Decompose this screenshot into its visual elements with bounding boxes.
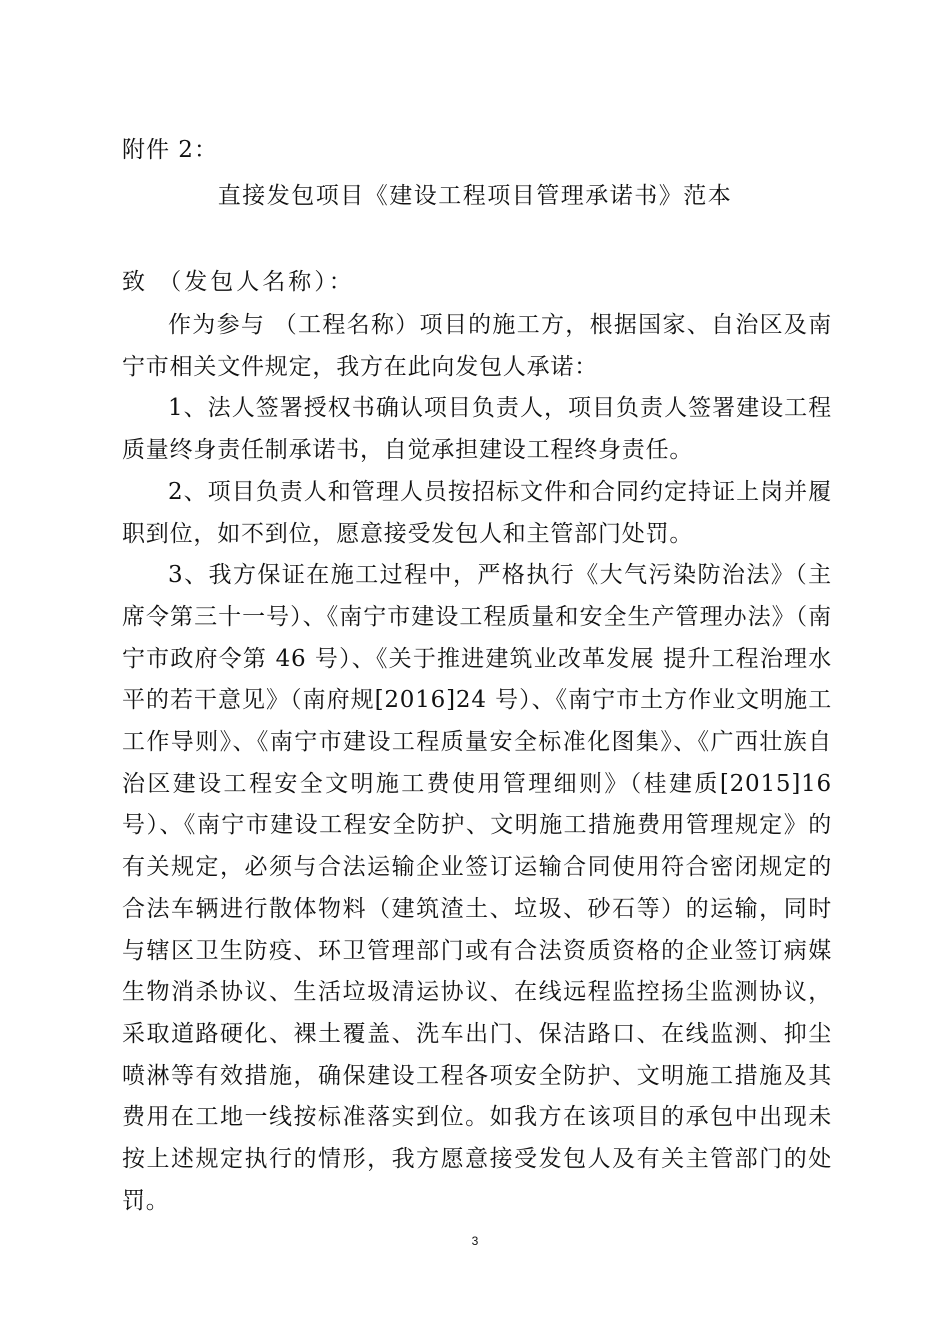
intro-paragraph: 作为参与 （工程名称）项目的施工方，根据国家、自治区及南宁市相关文件规定，我方在此向发包人承诺： — [122, 312, 832, 380]
attachment-label: 附件 2： — [122, 137, 218, 163]
page-number: 3 — [471, 1234, 479, 1248]
commitment-paragraph-1: 1、法人签署授权书确认项目负责人，项目负责人签署建设工程质量终身责任制承诺书，自觉承担建设工程终身责任。 — [122, 395, 832, 464]
commitment-paragraph-3: 3、我方保证在施工过程中，严格执行《大气污染防治法》（主席令第三十一号）、《南宁市建设工程质量和安全生产管理办法》（南宁市政府令第 46 号）、《关于推进建筑业改革发展 提升工程治理水平的若干意见》（南府规[2016]24 号）、《南宁市土方作业文明施工工作导则》、《南宁市建设工程质量安全标准化图集》、《广西壮族自治区建设工程安全文明施工费使用管理细则》（桂建质[2015]16 号）、《南宁市建设工程安全防护、文明施工措施费用管理规定》的有关规定，必须与合法运输企业签订运输合同使用符合密闭规定的合法车辆进行散体物料（建筑渣土、垃圾、砂石等）的运输，同时与辖区卫生防疫、环卫管理部门或有合法资质资格的企业签订病媒生物消杀协议、生活垃圾清运协议、在线远程监控扬尘监测协议，采取道路硬化、裸土覆盖、洗车出门、保洁路口、在线监测、抑尘喷淋等有效措施，确保建设工程各项安全防护、文明施工措施及其费用在工地一线按标准落实到位。如我方在该项目的承包中出现未按上述规定执行的情形，我方愿意接受发包人及有关主管部门的处罚。 — [122, 562, 832, 1214]
document-title: 直接发包项目《建设工程项目管理承诺书》范本 — [217, 183, 733, 209]
document-body — [122, 305, 832, 1222]
addressee-line: 致 （发包人名称）： — [122, 269, 355, 295]
commitment-paragraph-2: 2、项目负责人和管理人员按招标文件和合同约定持证上岗并履职到位，如不到位，愿意接受发包人和主管部门处罚。 — [122, 478, 832, 547]
